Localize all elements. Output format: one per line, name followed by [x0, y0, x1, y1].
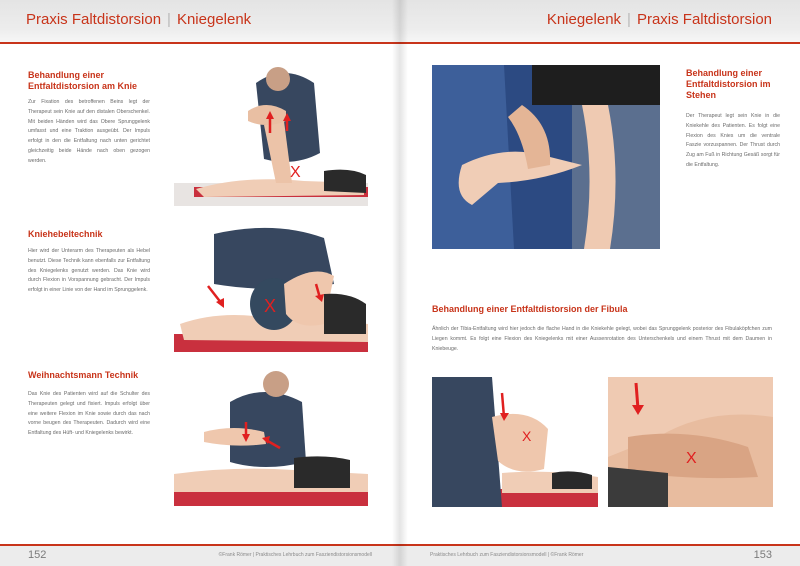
section-title-fibula: Behandlung einer Entfaltdistorsion der Fibula	[432, 304, 628, 314]
left-header-separator: |	[167, 11, 171, 28]
svg-text:X: X	[686, 450, 697, 467]
left-header-title	[26, 11, 251, 28]
right-header-separator: |	[627, 11, 631, 28]
right-footer	[400, 544, 800, 566]
section-text-stehen: Der Therapeut legt sein Knie in die Kniekehle des Patienten. Es folgt eine Flexion des Knies um die ventrale Faszie vorzuspannen. Der Thrust durch Zug am Fuß in Richtung Gesäß sorgt für die Entfaltung.	[686, 113, 780, 168]
right-footer-text: Praktisches Lehrbuch zum Fasziendistorsionsmodell | ©Frank Römer	[430, 552, 584, 558]
right-footer-rule	[400, 544, 800, 546]
right-header-part1: Kniegelenk	[546, 11, 622, 28]
left-header-part1: Praxis Faltdistorsion	[26, 11, 162, 28]
svg-text:X: X	[264, 296, 277, 316]
right-header-title	[547, 11, 772, 28]
left-footer	[0, 544, 400, 566]
section-title-knie: Behandlung einer Entfaltdistorsion am Knie	[28, 70, 138, 91]
section-title-kniehebel: Kniehebeltechnik	[28, 229, 103, 239]
photo-fibula-closeup	[608, 377, 773, 507]
section-text-fibula: Ähnlich der Tibia-Entfaltung wird hier jedoch die flache Hand in die Kniekehle gelegt, wobei das Sprunggelenk posterior des Fibulaköpfchen zum Liegen kommt. Es folgt eine Flexion des Kniegelenks mit einer Aussenrotation des Unterschenkels und einem Thrust mit dem Daumen in Kniebeuge.	[432, 326, 772, 352]
left-header	[0, 0, 400, 44]
right-page	[400, 0, 800, 566]
section-text-kniehebel: Hier wird der Unterarm des Therapeuten als Hebel benutzt. Diese Technik kann ebenfalls zur Entfaltung des Kniegelenks genutzt werden. Das Knie wird durch Flexion in Vorspannung gebracht. Der Impuls erfolgt in einer Linie von der Hand im Sprunggelenk.	[28, 248, 150, 294]
svg-text:X: X	[290, 164, 301, 181]
left-footer-text: ©Frank Römer | Praktisches Lehrbuch zum Fasziendistorsionsmodell	[218, 552, 372, 558]
section-text-weihnachtsmann: Das Knie des Patienten wird auf die Schulter des Therapeuten gelegt und fixiert. Impuls erfolgt über eine weitere Flexion im Knie sowie durch das nach vorne beugen des Therapeuten. Dadurch wird eine Entfaltung des Hüft- und Kniegelenks bewirkt.	[28, 391, 150, 437]
right-header	[400, 0, 800, 44]
book-gutter	[392, 0, 408, 566]
photo-weihnachtsmann	[174, 362, 368, 506]
photo-kniehebel	[174, 224, 368, 352]
section-text-knie: Zur Fixation des betroffenen Beins legt der Therapeut sein Knie auf den distalen Oberschenkel. Mit beiden Händen wird das Obere Sprunggelenk umfasst und eine Traktion ausgeübt. Der Impuls erfolgt in den die Entfaltung nach unten gerichtet gleichzeitig beide Hände nach oben gezogen werden.	[28, 99, 150, 164]
photo-knie-traction	[174, 63, 368, 206]
photo-fibula-1	[432, 377, 598, 507]
svg-text:X: X	[522, 428, 532, 444]
section-title-weihnachtsmann: Weihnachtsmann Technik	[28, 370, 139, 380]
photo-entfalt-stehen	[432, 65, 660, 249]
left-footer-rule	[0, 544, 400, 546]
left-page-number: 152	[28, 549, 47, 561]
right-header-part2: Praxis Faltdistorsion	[636, 11, 772, 28]
left-header-part2: Kniegelenk	[176, 11, 252, 28]
section-title-stehen: Behandlung einer Entfaltdistorsion im Stehen	[686, 68, 771, 100]
right-page-number: 153	[753, 549, 772, 561]
